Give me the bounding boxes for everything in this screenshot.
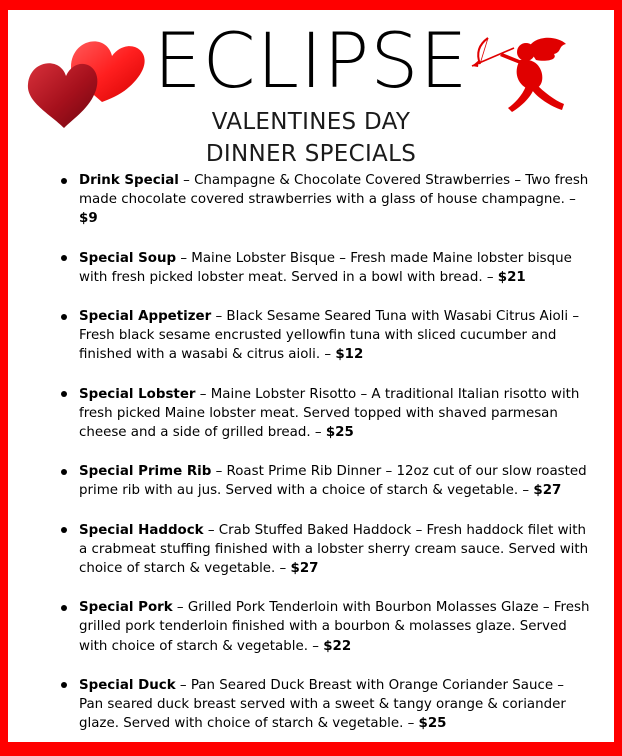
list-item: [60, 521, 592, 579]
bullet-icon: [61, 527, 67, 533]
list-item: [60, 598, 592, 656]
list-item: [60, 171, 592, 229]
special-name: Special Soup: [79, 250, 177, 266]
special-price: $27: [290, 561, 319, 577]
special-description: – Maine Lobster Bisque – Fresh made Maine lobster bisque with fresh picked lobster meat. Served in a bowl with bread. –: [79, 250, 572, 285]
special-name: Special Haddock: [79, 522, 204, 538]
bullet-icon: [61, 469, 67, 475]
special-description: – Champagne & Chocolate Covered Strawberries – Two fresh made chocolate covered strawberries with a glass of house champagne. –: [79, 173, 589, 208]
special-price: $25: [418, 716, 447, 732]
subtitle-line-2: DINNER SPECIALS: [205, 141, 417, 167]
list-item: [60, 676, 592, 734]
special-price: $25: [325, 425, 354, 441]
subtitle-line-1: VALENTINES DAY: [211, 109, 411, 135]
bullet-icon: [61, 178, 67, 184]
special-description: – Maine Lobster Risotto – A traditional Italian risotto with fresh picked Maine lobster meat. Served topped with shaved parmesan cheese and a side of grilled bread. –: [79, 386, 580, 441]
specials-list: [60, 171, 592, 733]
bullet-icon: [61, 255, 67, 261]
special-price: $12: [335, 347, 364, 363]
special-name: Special Pork: [79, 600, 173, 616]
special-description: – Pan Seared Duck Breast with Orange Coriander Sauce – Pan seared duck breast served with a sweet & tangy orange & coriander glaze. Served with choice of starch & vegetable. –: [79, 677, 566, 732]
list-item: [60, 462, 592, 500]
special-description: – Roast Prime Rib Dinner – 12oz cut of our slow roasted prime rib with au jus. Served with a choice of starch & vegetable. –: [79, 464, 587, 499]
list-item: [60, 385, 592, 443]
special-price: $27: [533, 483, 562, 499]
special-name: Special Prime Rib: [79, 464, 212, 480]
special-name: Special Lobster: [79, 386, 196, 402]
special-name: Drink Special: [79, 173, 179, 188]
special-name: Special Appetizer: [79, 309, 212, 325]
page-title: ECLIPSE: [153, 16, 469, 105]
special-description: – Crab Stuffed Baked Haddock – Fresh haddock filet with a crabmeat stuffing finished with a lobster sherry cream sauce. Served with choice of starch & vegetable. –: [79, 522, 589, 577]
special-description: – Grilled Pork Tenderloin with Bourbon Molasses Glaze – Fresh grilled pork tenderloin finished with a bourbon & molasses glaze. Served with choice of starch & vegetable. –: [79, 600, 590, 654]
special-name: Special Duck: [79, 677, 176, 693]
list-item: [60, 249, 592, 287]
bullet-icon: [61, 391, 67, 397]
bullet-icon: [61, 314, 67, 320]
special-price: $22: [323, 638, 352, 654]
bullet-icon: [61, 682, 67, 688]
special-price: $21: [497, 269, 526, 285]
special-price: $9: [79, 211, 98, 227]
special-description: – Black Sesame Seared Tuna with Wasabi Citrus Aioli – Fresh black sesame encrusted yellowfin tuna with sliced cucumber and finished with a wasabi & citrus aioli. –: [79, 309, 580, 363]
bullet-icon: [61, 605, 67, 611]
list-item: [60, 307, 592, 365]
